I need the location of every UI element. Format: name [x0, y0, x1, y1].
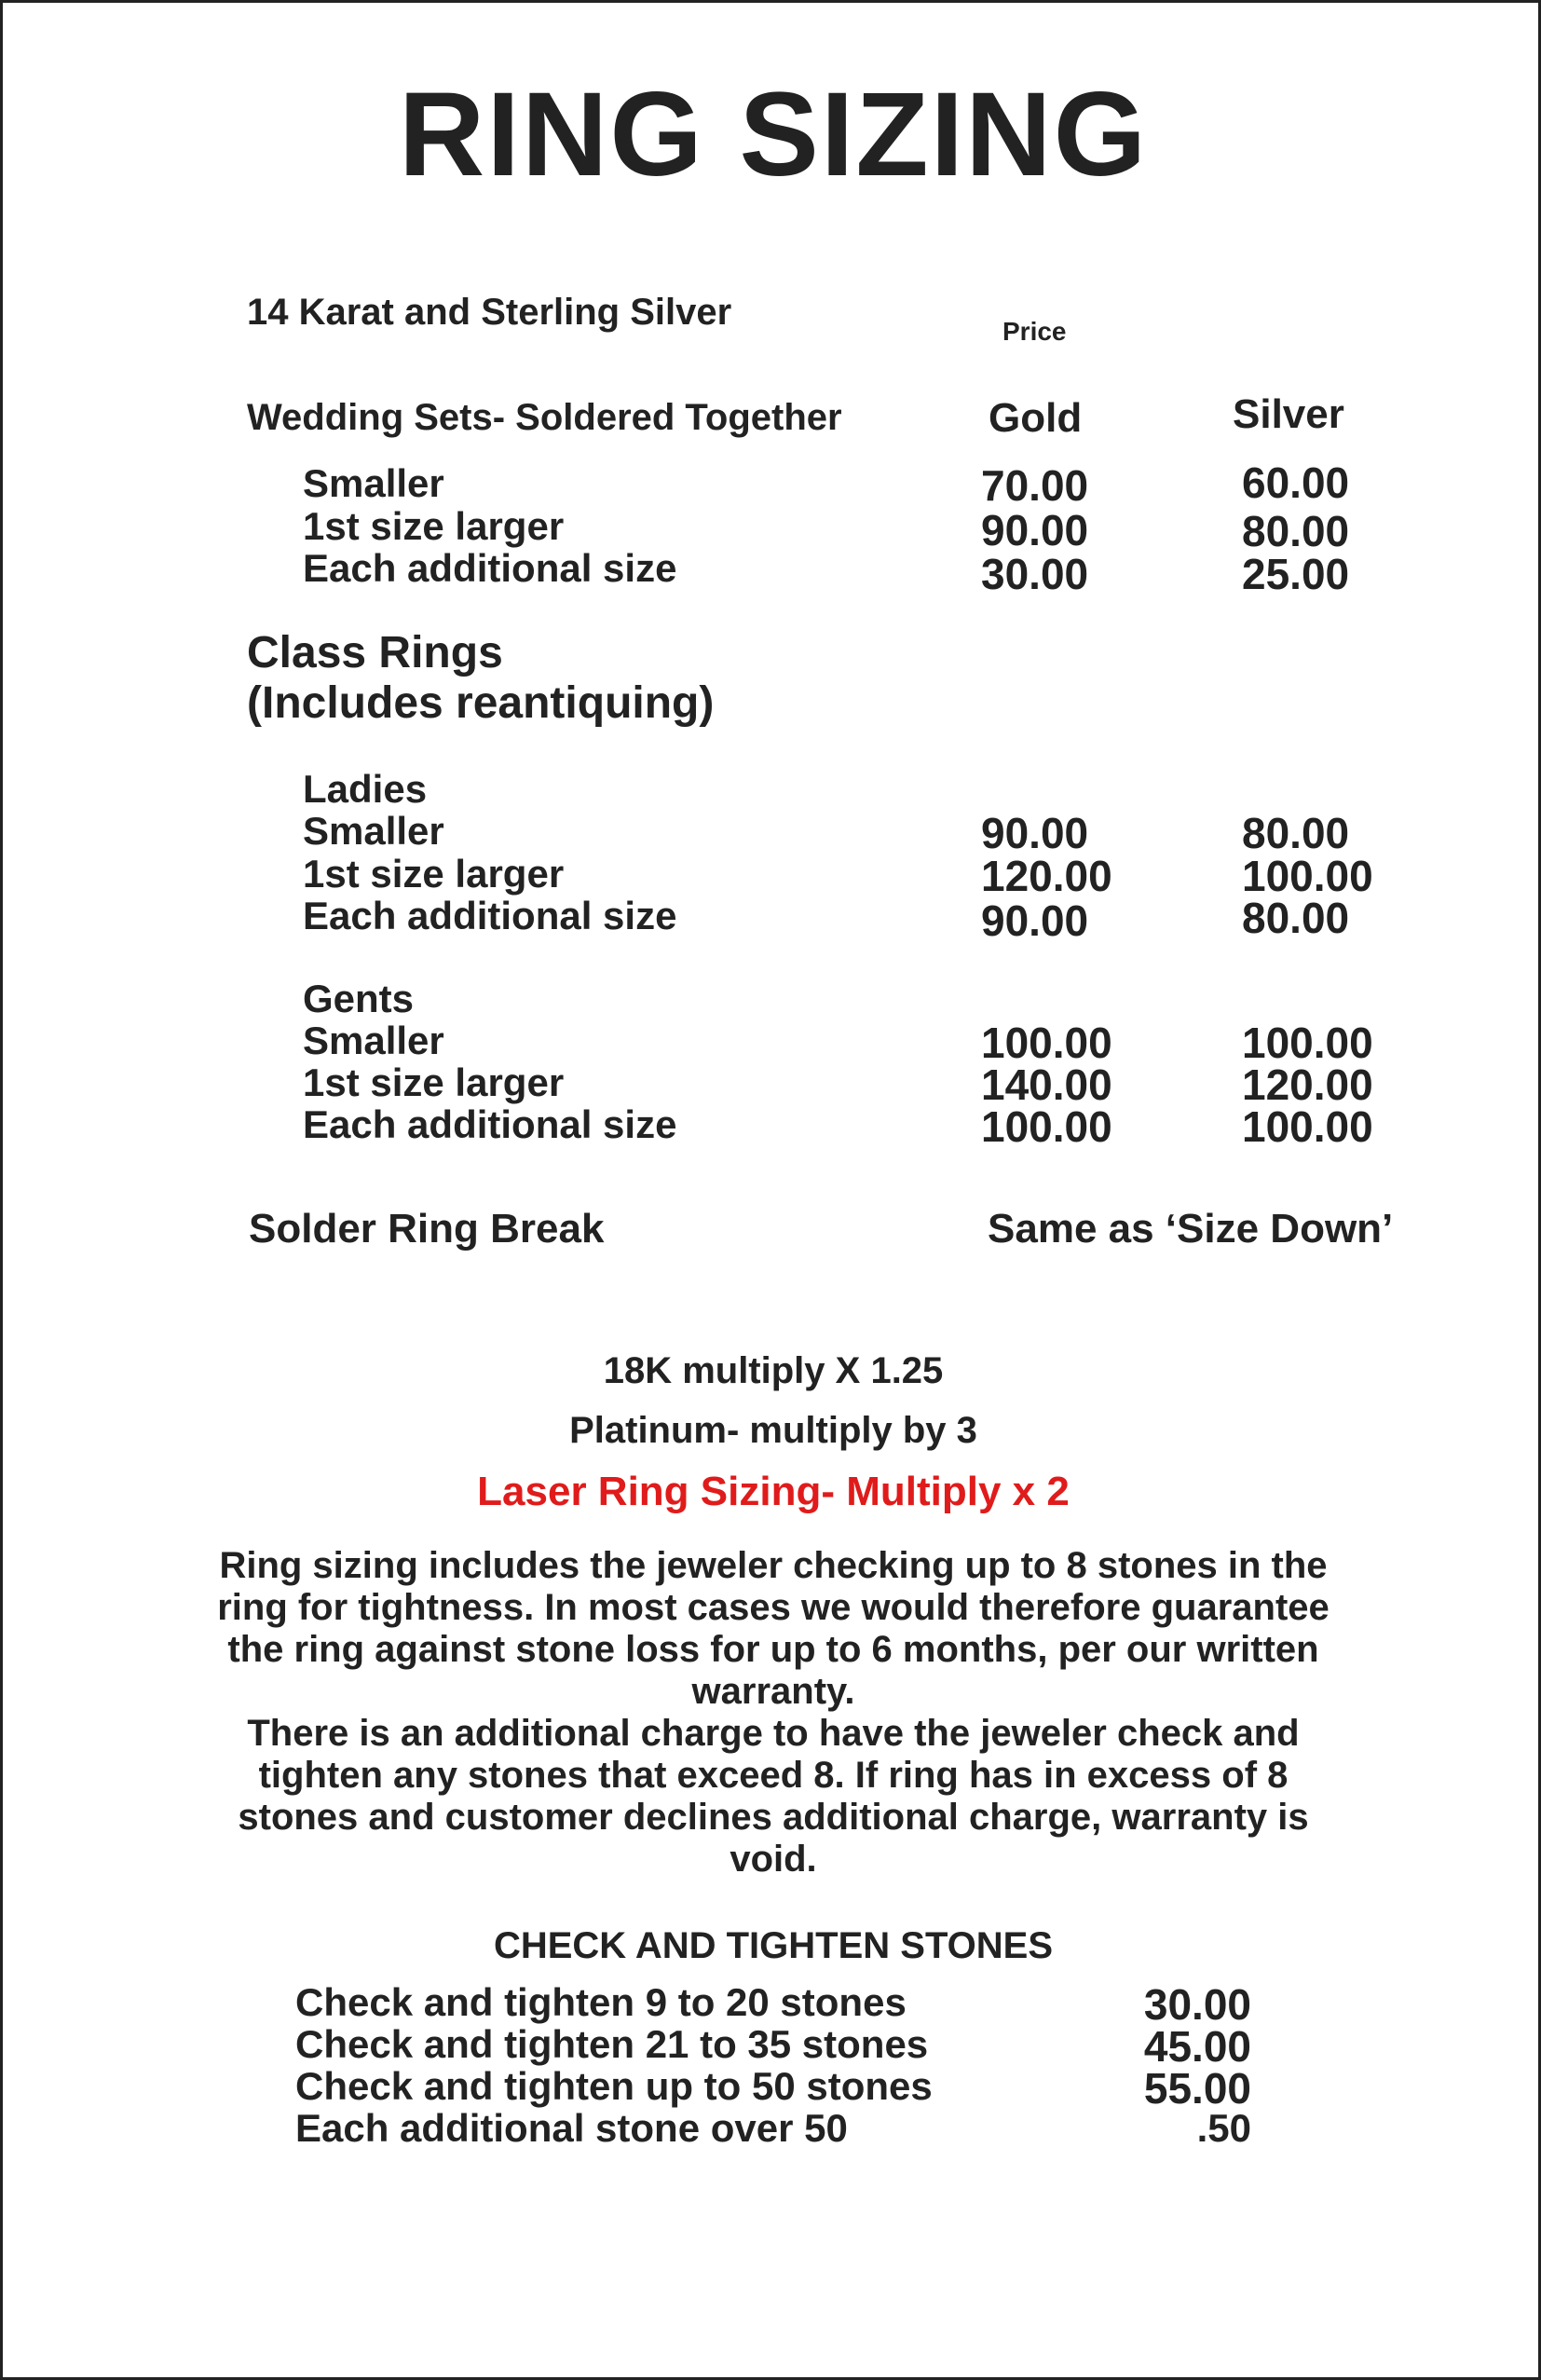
- warranty-paragraph: [143, 1545, 1404, 1713]
- ladies-row-gold: 90.00: [981, 809, 1089, 857]
- wedding-row-silver: 25.00: [1242, 550, 1350, 598]
- stones-row-label: Check and tighten up to 50 stones: [295, 2064, 933, 2108]
- paragraph-line: warranty.: [691, 1671, 855, 1712]
- stones-row-label: Each additional stone over 50: [295, 2106, 848, 2150]
- multiplier-18k: 18K multiply X 1.25: [603, 1350, 944, 1391]
- stones-row-price: .50: [1196, 2106, 1251, 2150]
- gents-row-label: 1st size larger: [303, 1060, 565, 1104]
- wedding-row-label: Each additional size: [303, 546, 677, 590]
- wedding-sets-heading: Wedding Sets- Soldered Together: [247, 397, 842, 438]
- gents-row-gold: 100.00: [981, 1019, 1112, 1067]
- wedding-row-gold: 90.00: [981, 506, 1089, 554]
- paragraph-line: stones and customer declines additional charge, warranty is: [238, 1797, 1309, 1838]
- wedding-row-silver: 60.00: [1242, 458, 1350, 507]
- gents-row-silver: 120.00: [1242, 1060, 1373, 1109]
- stones-row-label: Check and tighten 9 to 20 stones: [295, 1980, 907, 2024]
- gents-row-label: Each additional size: [303, 1102, 677, 1146]
- paragraph-line: There is an additional charge to have the jeweler check and: [247, 1713, 1300, 1754]
- wedding-row-gold: 30.00: [981, 550, 1089, 598]
- paragraph-line: ring for tightness. In most cases we would therefore guarantee: [217, 1587, 1330, 1628]
- stones-row-label: Check and tighten 21 to 35 stones: [295, 2022, 929, 2066]
- multiplier-platinum: Platinum- multiply by 3: [569, 1410, 977, 1451]
- silver-column-header: Silver: [1233, 391, 1344, 437]
- gents-label: Gents: [303, 977, 415, 1020]
- wedding-row-label: Smaller: [303, 461, 444, 505]
- ladies-row-label: Smaller: [303, 809, 444, 853]
- stones-heading: CHECK AND TIGHTEN STONES: [493, 1925, 1054, 1966]
- ladies-row-gold: 120.00: [981, 852, 1112, 900]
- ladies-row-label: 1st size larger: [303, 852, 565, 896]
- ladies-row-gold: 90.00: [981, 896, 1089, 945]
- multiplier-laser: Laser Ring Sizing- Multiply x 2: [477, 1469, 1070, 1514]
- wedding-row-gold: 70.00: [981, 461, 1089, 510]
- paragraph-line: Ring sizing includes the jeweler checking up to 8 stones in the: [219, 1545, 1328, 1586]
- additional-charge-paragraph: [143, 1713, 1404, 1881]
- gents-row-gold: 100.00: [981, 1102, 1112, 1151]
- class-rings-heading: Class Rings: [247, 628, 503, 677]
- solder-ring-break-label: Solder Ring Break: [249, 1206, 605, 1252]
- ladies-row-label: Each additional size: [303, 894, 677, 937]
- class-rings-subheading: (Includes reantiquing): [247, 678, 715, 728]
- paragraph-line: void.: [730, 1839, 817, 1880]
- section-heading: 14 Karat and Sterling Silver: [247, 292, 732, 333]
- ladies-row-silver: 100.00: [1242, 852, 1373, 900]
- stones-row-price: 55.00: [1143, 2064, 1251, 2113]
- page-title: RING SIZING: [398, 68, 1149, 201]
- wedding-row-label: 1st size larger: [303, 504, 565, 548]
- gents-row-label: Smaller: [303, 1019, 444, 1062]
- gents-row-gold: 140.00: [981, 1060, 1112, 1109]
- ladies-row-silver: 80.00: [1242, 894, 1350, 942]
- ladies-row-silver: 80.00: [1242, 809, 1350, 857]
- ladies-label: Ladies: [303, 767, 428, 811]
- price-label: Price: [1002, 317, 1067, 346]
- gents-row-silver: 100.00: [1242, 1019, 1373, 1067]
- gold-column-header: Gold: [989, 395, 1083, 441]
- stones-row-price: 30.00: [1143, 1980, 1251, 2029]
- paragraph-line: tighten any stones that exceed 8. If ring has in excess of 8: [258, 1755, 1289, 1796]
- wedding-row-silver: 80.00: [1242, 507, 1350, 555]
- paragraph-line: the ring against stone loss for up to 6 months, per our written: [227, 1629, 1319, 1670]
- solder-ring-break-value: Same as ‘Size Down’: [988, 1206, 1394, 1252]
- gents-row-silver: 100.00: [1242, 1102, 1373, 1151]
- stones-row-price: 45.00: [1143, 2022, 1251, 2071]
